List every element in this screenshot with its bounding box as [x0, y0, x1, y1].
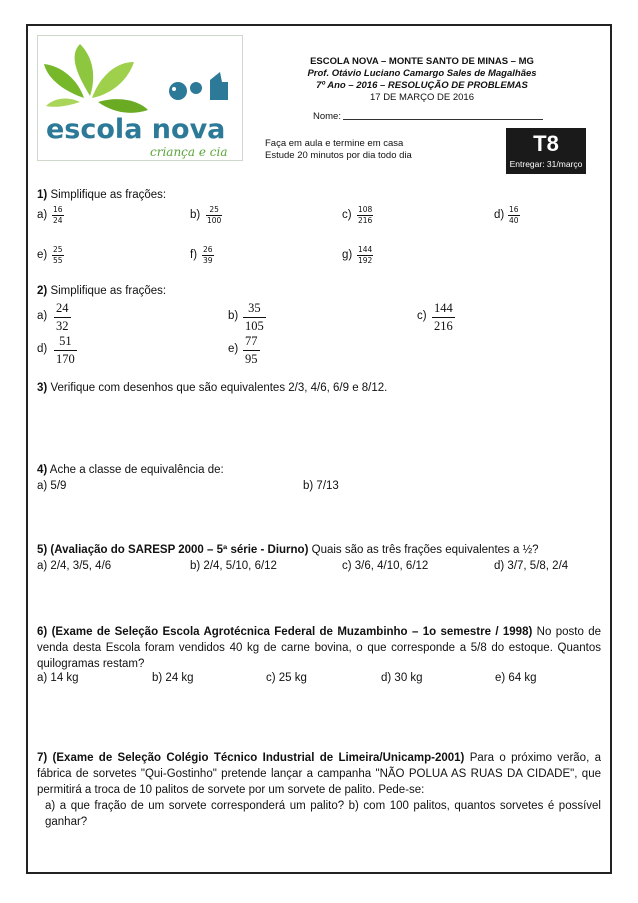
assignment-deadline: Entregar: 31/março — [509, 159, 583, 169]
q1-fraction-d: 16 40 — [509, 205, 519, 225]
q6-option-d: d) 30 kg — [381, 672, 423, 684]
q4-heading — [37, 464, 224, 476]
q5-heading — [37, 544, 539, 556]
q1-fraction-g: 144 192 — [358, 245, 373, 265]
q1-label-g: g) — [342, 249, 353, 261]
school-logo — [37, 35, 243, 161]
q1-label-f: f) — [190, 249, 198, 261]
q1-fraction-b: 25 100 — [207, 205, 222, 225]
assignment-code: T8 — [533, 131, 559, 156]
assignment-badge — [506, 128, 586, 174]
q6-option-e: e) 64 kg — [495, 672, 537, 684]
q2-fraction-b: 35 105 — [245, 301, 264, 333]
q4-text: Ache a classe de equivalência de: — [49, 464, 224, 476]
instruction-line-2: Estude 20 minutos por dia todo dia — [265, 150, 412, 161]
logo-title: escola nova — [46, 114, 226, 145]
q2-label-b: b) — [228, 310, 239, 322]
name-field — [313, 111, 543, 122]
q2-fraction-e: 77 95 — [245, 334, 258, 366]
q2-label-a: a) — [37, 310, 48, 322]
q5-source: 5) (Avaliação do SARESP 2000 – 5ª série - Diurno) — [37, 544, 309, 556]
q7-source: 7) (Exame de Seleção Colégio Técnico Industrial de Limeira/Unicamp-2001) — [37, 752, 465, 764]
instruction-line-1: Faça em aula e termine em casa — [265, 138, 404, 149]
q6-option-c: c) 25 kg — [266, 672, 307, 684]
q2-number: 2) — [37, 285, 48, 297]
q1-label-a: a) — [37, 209, 48, 221]
q5-text: Quais são as três frações equivalentes a ½? — [311, 544, 539, 556]
q7-text: Para o próximo verão, a fábrica de sorvetes "Qui-Gostinho" pretende lançar a campanha "NÃO POLUA AS RUAS DA CIDADE", que permitirá a troca de 10 palitos de sorvete por um sorvete de palito. Pede-se: — [37, 752, 601, 796]
document-header — [262, 56, 582, 104]
q3-text: Verifique com desenhos que são equivalentes 2/3, 4/6, 6/9 e 8/12. — [50, 382, 388, 394]
q5-option-d: d) 3/7, 5/8, 2/4 — [494, 560, 569, 572]
q7-statement — [37, 750, 601, 798]
q2-fraction-d: 51 170 — [56, 334, 75, 366]
q2-label-c: c) — [417, 310, 427, 322]
school-name: ESCOLA NOVA – MONTE SANTO DE MINAS – MG — [310, 56, 534, 67]
q1-fraction-c: 108 216 — [358, 205, 373, 225]
q3-heading — [37, 382, 387, 394]
q2-fraction-c: 144 216 — [434, 301, 453, 333]
q2-label-e: e) — [228, 343, 239, 355]
logo-tagline: criança e cia — [150, 145, 228, 159]
name-line — [343, 119, 543, 120]
q1-text: Simplifique as frações: — [50, 189, 167, 201]
q5-option-b: b) 2/4, 5/10, 6/12 — [190, 560, 277, 572]
q3-number: 3) — [37, 382, 48, 394]
q4-item-b: b) 7/13 — [303, 480, 339, 492]
q1-label-e: e) — [37, 249, 48, 261]
name-label: Nome: — [313, 111, 341, 122]
instructions — [265, 138, 412, 162]
q6-statement — [37, 624, 601, 672]
q6-source: 6) (Exame de Seleção Escola Agrotécnica Federal de Muzambinho – 1o semestre / 1998) — [37, 626, 533, 638]
q7-parts: a) a que fração de um sorvete corresponderá um palito? b) com 100 palitos, quantos sorvetes é possível ganhar? — [45, 800, 601, 828]
q5-option-c: c) 3/6, 4/10, 6/12 — [342, 560, 429, 572]
q1-fraction-e: 25 55 — [53, 245, 63, 265]
q2-text: Simplifique as frações: — [50, 285, 167, 297]
q1-label-b: b) — [190, 209, 201, 221]
q1-number: 1) — [37, 189, 48, 201]
q6-text: No posto de venda desta Escola foram vendidos 40 kg de carne bovina, o que corresponde a 5/8 do estoque. Quantos quilogramas restam? — [37, 626, 601, 670]
q2-label-d: d) — [37, 343, 48, 355]
course-title: 7º Ano – 2016 – RESOLUÇÃO DE PROBLEMAS — [316, 80, 528, 91]
q1-label-c: c) — [342, 209, 352, 221]
q1-label-d: d) — [494, 209, 505, 221]
q5-option-a: a) 2/4, 3/5, 4/6 — [37, 560, 112, 572]
q2-heading — [37, 285, 166, 297]
q1-fraction-a: 16 24 — [53, 205, 63, 225]
q4-item-a: a) 5/9 — [37, 480, 67, 492]
document-date: 17 DE MARÇO DE 2016 — [369, 92, 474, 103]
teacher-name: Prof. Otávio Luciano Camargo Sales de Magalhães — [307, 68, 537, 79]
q6-option-b: b) 24 kg — [152, 672, 194, 684]
q1-fraction-f: 26 39 — [203, 245, 213, 265]
q2-fraction-a: 24 32 — [56, 301, 69, 333]
q4-number: 4) — [37, 464, 48, 476]
q6-option-a: a) 14 kg — [37, 672, 79, 684]
q1-heading — [37, 189, 166, 201]
